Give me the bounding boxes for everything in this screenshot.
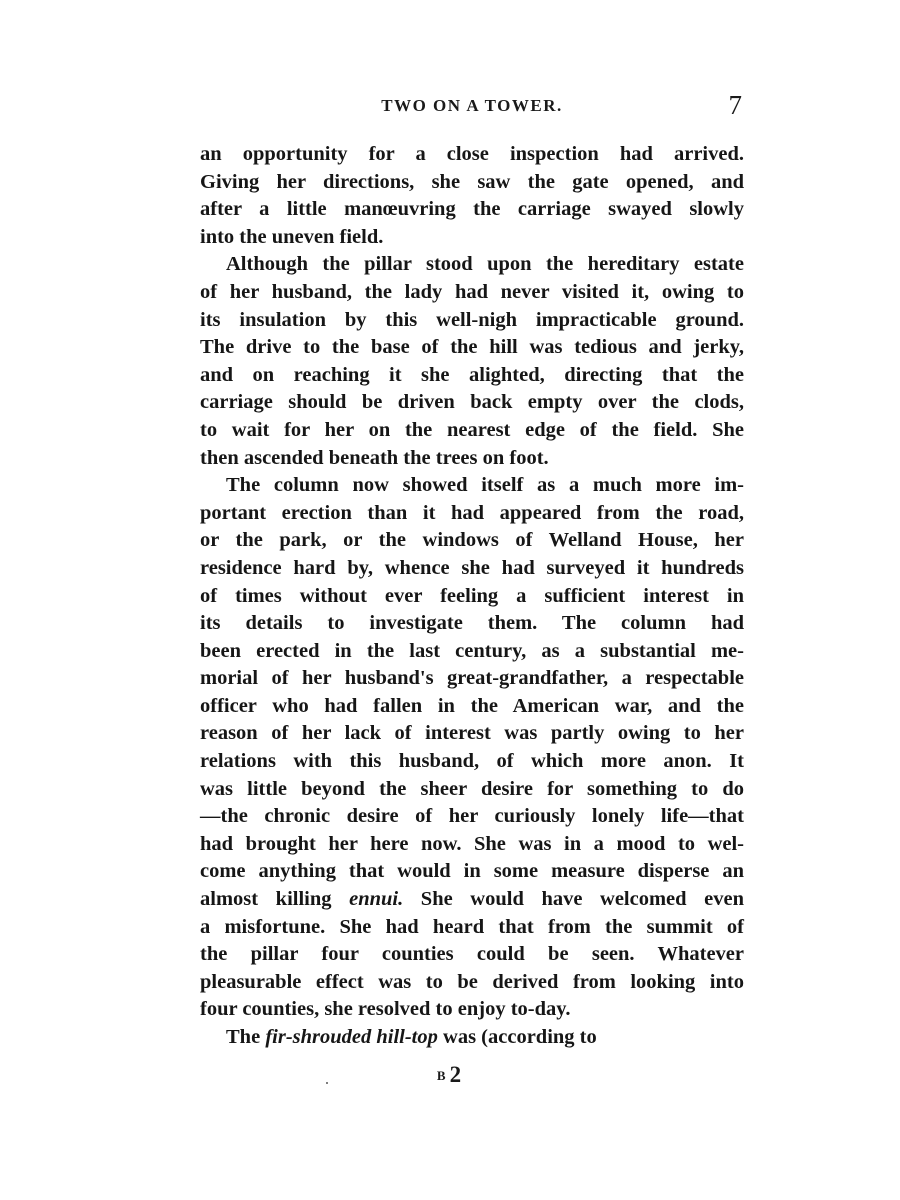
italic-phrase: fir-shrouded hill-top xyxy=(265,1026,438,1048)
text-line: a misfortune. She had heard that from the summit of xyxy=(200,915,744,938)
paragraph-3 xyxy=(200,472,744,1024)
paragraph-4 xyxy=(200,1024,744,1052)
text-line: —the chronic desire of her curiously lonely life—that xyxy=(200,805,744,828)
text-line: into the uneven field. xyxy=(200,225,384,248)
text-line: residence hard by, whence she had surveyed it hundreds xyxy=(200,556,744,579)
text-line: and on reaching it she alighted, directing that the xyxy=(200,363,744,386)
text-line: portant erection than it had appeared from the road, xyxy=(200,501,744,524)
text-line: Although the pillar stood upon the hereditary estate xyxy=(226,253,744,276)
text-line: of her husband, the lady had never visited it, owing to xyxy=(200,280,744,303)
text-run: was (according to xyxy=(437,1026,597,1048)
text-line: was little beyond the sheer desire for something to do xyxy=(200,777,744,800)
text-run: The xyxy=(226,1026,266,1048)
signature-number: 2 xyxy=(449,1062,464,1087)
text-line-catch xyxy=(200,1024,744,1052)
text-line: pleasurable effect was to be derived from looking into xyxy=(200,970,744,993)
signature-mark xyxy=(0,1062,900,1088)
text-line-ennui xyxy=(200,886,744,914)
text-line: of times without ever feeling a sufficient interest in xyxy=(200,584,744,607)
body-text xyxy=(200,141,744,1052)
text-line: to wait for her on the nearest edge of the field. She xyxy=(200,418,744,441)
signature-letter: B xyxy=(436,1068,448,1083)
paragraph-1 xyxy=(200,141,744,251)
running-title: TWO ON A TOWER. xyxy=(381,96,563,115)
text-line: reason of her lack of interest was partly owing to her xyxy=(200,722,744,745)
running-head xyxy=(200,92,744,122)
text-line: The drive to the base of the hill was tedious and jerky, xyxy=(200,336,744,359)
text-line: officer who had fallen in the American war, and the xyxy=(200,694,744,717)
text-line: an opportunity for a close inspection had arrived. xyxy=(200,143,744,165)
text-run: almost killing xyxy=(200,888,350,911)
text-line: its insulation by this well-nigh impracticable ground. xyxy=(200,308,744,331)
text-line: carriage should be driven back empty over the clods, xyxy=(200,391,744,414)
text-line: come anything that would in some measure disperse an xyxy=(200,860,744,883)
text-line: then ascended beneath the trees on foot. xyxy=(200,446,549,469)
text-line: the pillar four counties could be seen. Whatever xyxy=(200,943,744,966)
text-line: Giving her directions, she saw the gate opened, and xyxy=(200,170,744,193)
text-line: its details to investigate them. The column had xyxy=(200,612,744,635)
text-line: morial of her husband's great-grandfather, a respectable xyxy=(200,667,744,690)
text-line: or the park, or the windows of Welland House, her xyxy=(200,529,744,552)
text-line: The column now showed itself as a much more im- xyxy=(226,474,744,497)
text-line: been erected in the last century, as a substantial me- xyxy=(200,639,744,662)
italic-word: ennui. xyxy=(349,888,404,911)
paragraph-2 xyxy=(200,251,744,472)
text-line: had brought her here now. She was in a mood to wel- xyxy=(200,832,744,855)
text-run: She would have welcomed even xyxy=(403,888,744,911)
text-line: four counties, she resolved to enjoy to-day. xyxy=(200,998,571,1021)
page-number: 7 xyxy=(728,90,742,120)
text-line: after a little manœuvring the carriage swayed slowly xyxy=(200,198,744,221)
text-line: relations with this husband, of which more anon. It xyxy=(200,750,744,773)
